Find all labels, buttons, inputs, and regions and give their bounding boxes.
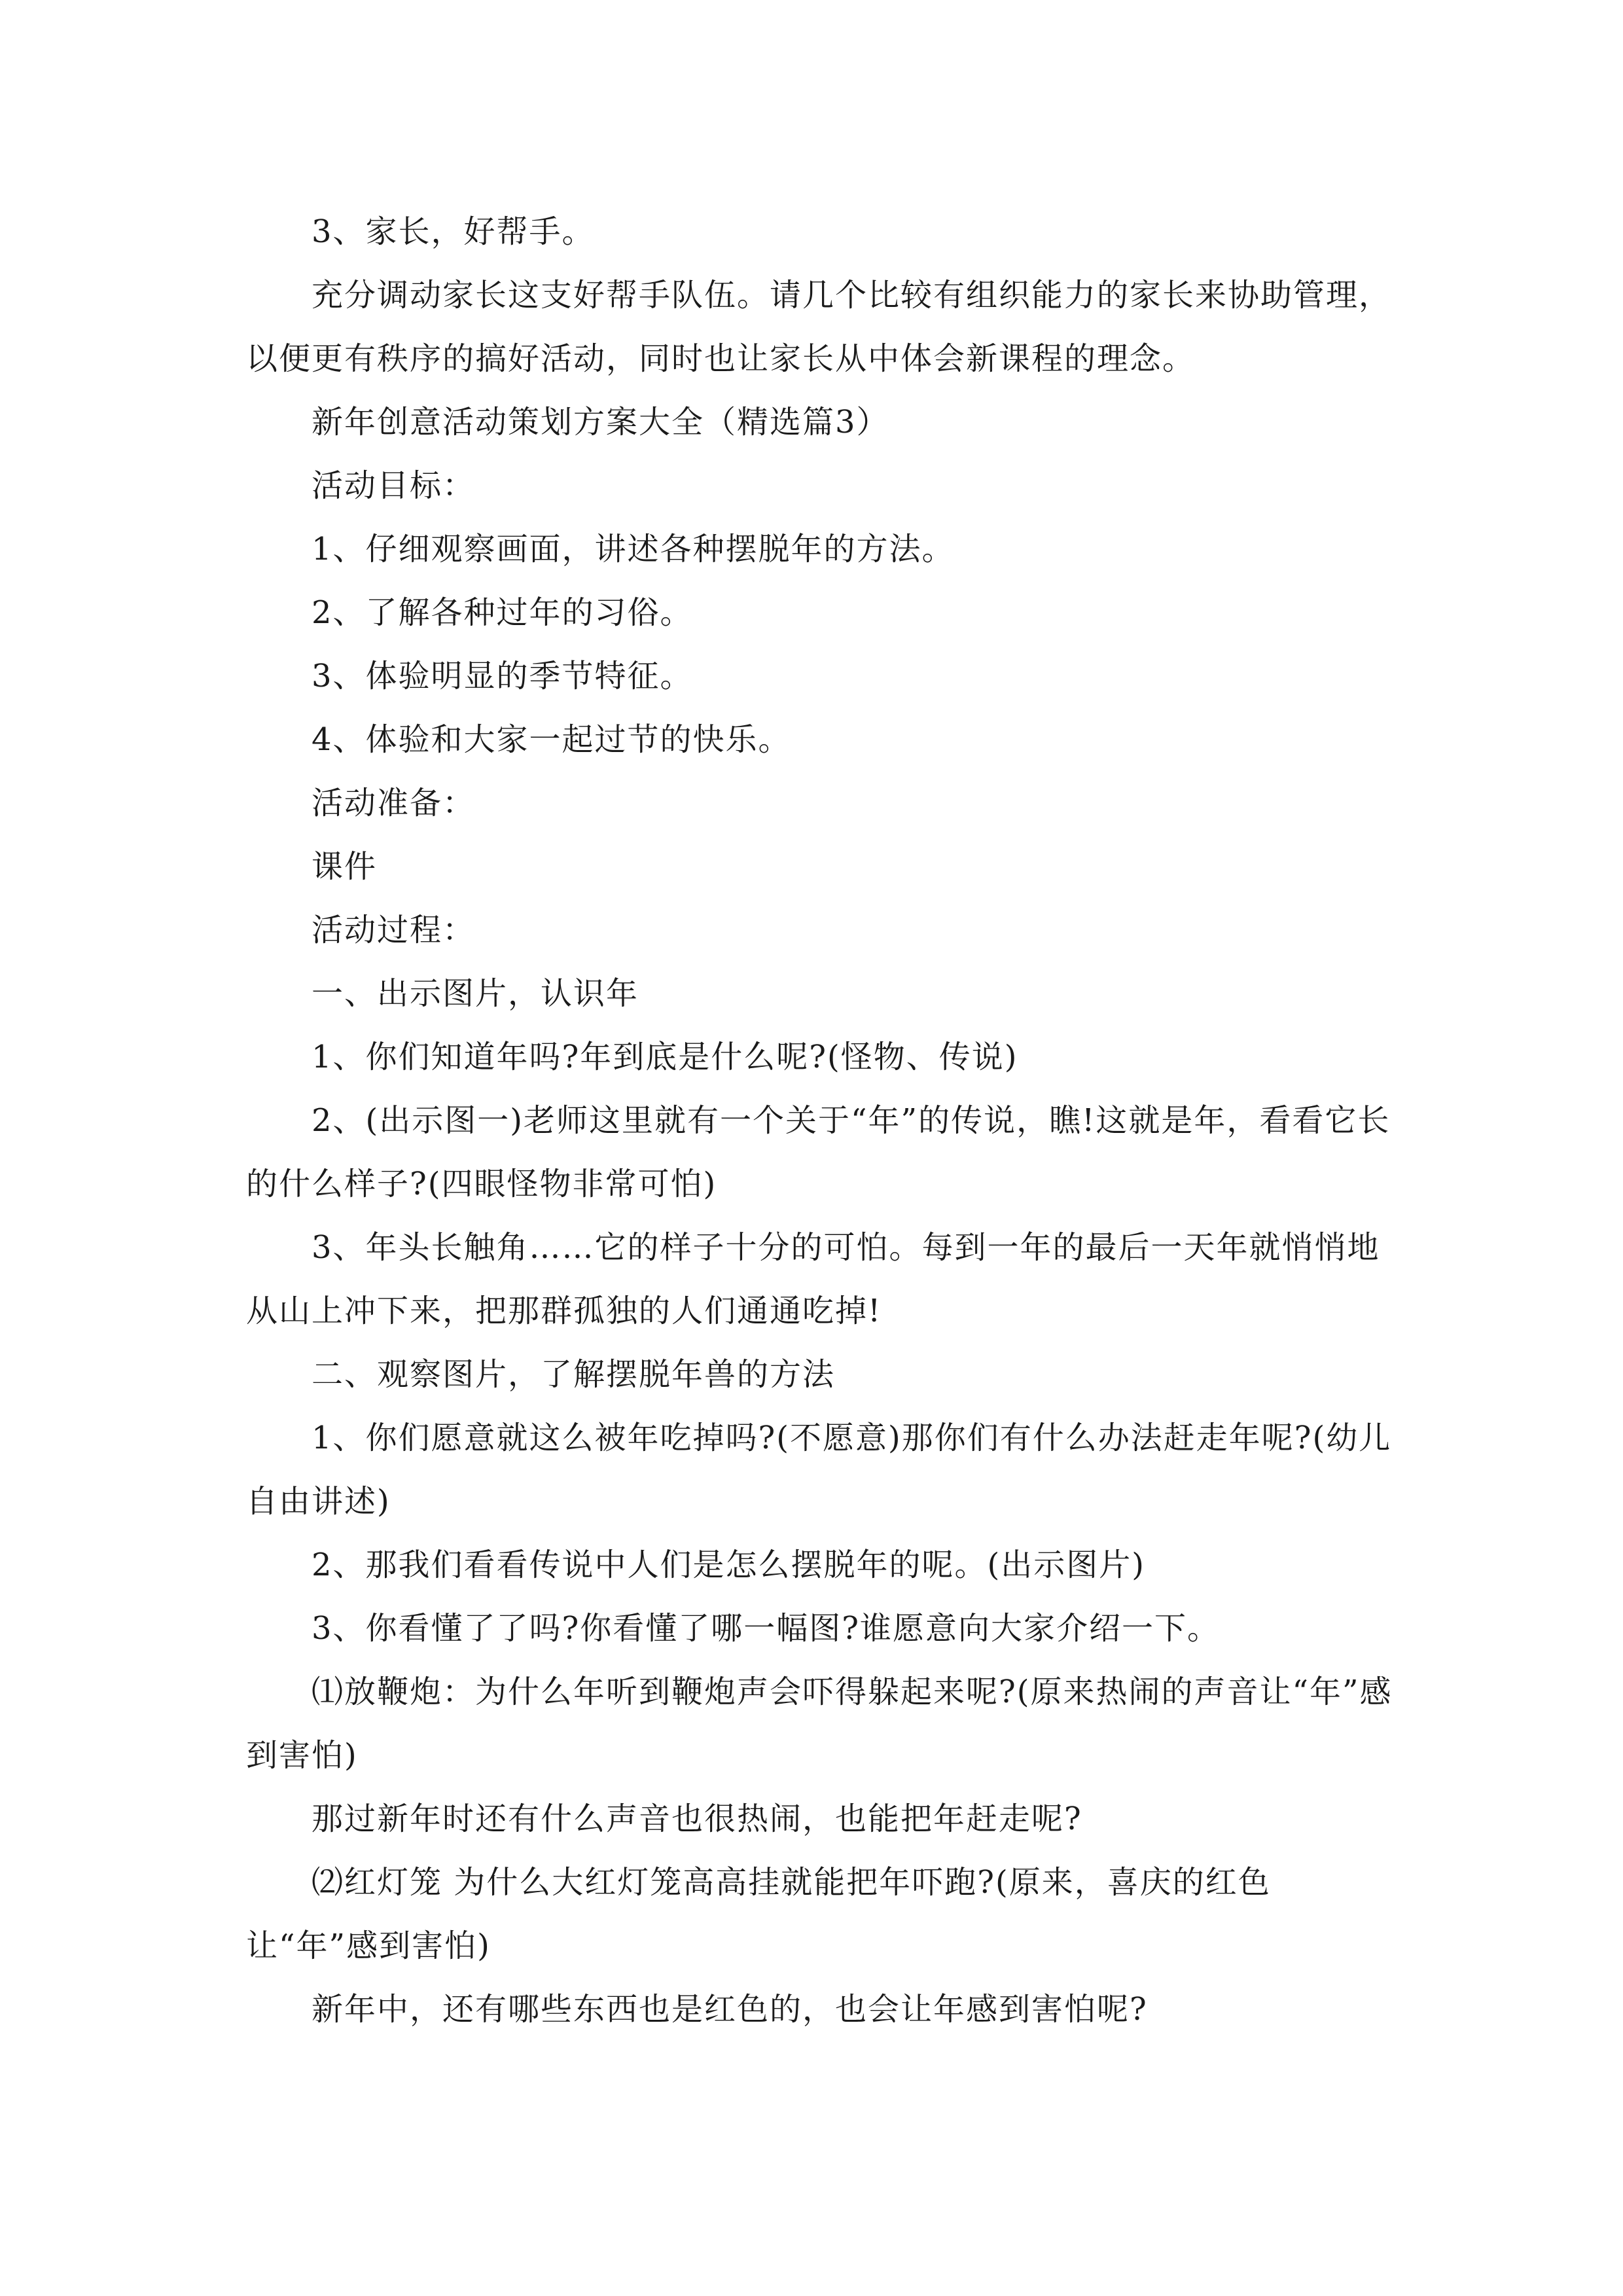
process-step-1-item-1: 1、你们知道年吗?年到底是什么呢?(怪物、传说) [312, 1039, 1018, 1075]
heading-goals: 活动目标： [312, 467, 476, 504]
goal-item-2: 2、了解各种过年的习俗。 [312, 594, 693, 631]
heading-process: 活动过程： [312, 912, 476, 948]
process-step-2-item-1: 1、你们愿意就这么被年吃掉吗?(不愿意)那你们有什么办法赶走年呢?(幼儿自由讲述) [246, 1420, 1392, 1520]
paragraph-parent-support: 充分调动家长这支好帮手队伍。请几个比较有组织能力的家长来协助管理，以便更有秩序的搞好活动，同时也让家长从中体会新课程的理念。 [246, 277, 1392, 377]
process-step-1-heading: 一、出示图片，认识年 [312, 975, 639, 1012]
goal-item-4: 4、体验和大家一起过节的快乐。 [312, 721, 791, 758]
process-step-1-item-3: 3、年头长触角……它的样子十分的可怕。每到一年的最后一天年就悄悄地从山上冲下来，把那群孤独的人们通通吃掉! [246, 1229, 1380, 1329]
preparation-item: 课件 [312, 848, 378, 885]
lantern-item: ⑵红灯笼 为什么大红灯笼高高挂就能把年吓跑?(原来，喜庆的红色让“年”感到害怕) [246, 1864, 1271, 1964]
paragraph-parent-role: 3、家长，好帮手。 [312, 213, 595, 250]
section-title: 新年创意活动策划方案大全（精选篇3） [312, 404, 889, 440]
document-body [246, 200, 1398, 2041]
goal-item-1: 1、仔细观察画面，讲述各种摆脱年的方法。 [312, 531, 955, 567]
firecracker-item: ⑴放鞭炮：为什么年听到鞭炮声会吓得躲起来呢?(原来热闹的声音让“年”感到害怕) [246, 1674, 1393, 1774]
firecracker-question: 那过新年时还有什么声音也很热闹，也能把年赶走呢? [312, 1801, 1082, 1837]
process-step-1-item-2: 2、(出示图一)老师这里就有一个关于“年”的传说，瞧!这就是年，看看它长的什么样子?(四眼怪物非常可怕) [246, 1102, 1391, 1202]
process-step-2-item-3: 3、你看懂了了吗?你看懂了哪一幅图?谁愿意向大家介绍一下。 [312, 1610, 1221, 1647]
process-step-2-heading: 二、观察图片，了解摆脱年兽的方法 [312, 1356, 836, 1393]
process-step-2-item-2: 2、那我们看看传说中人们是怎么摆脱年的呢。(出示图片) [312, 1547, 1145, 1583]
heading-preparation: 活动准备： [312, 785, 476, 821]
lantern-question: 新年中，还有哪些东西也是红色的，也会让年感到害怕呢? [312, 1991, 1148, 2028]
goal-item-3: 3、体验明显的季节特征。 [312, 658, 693, 694]
